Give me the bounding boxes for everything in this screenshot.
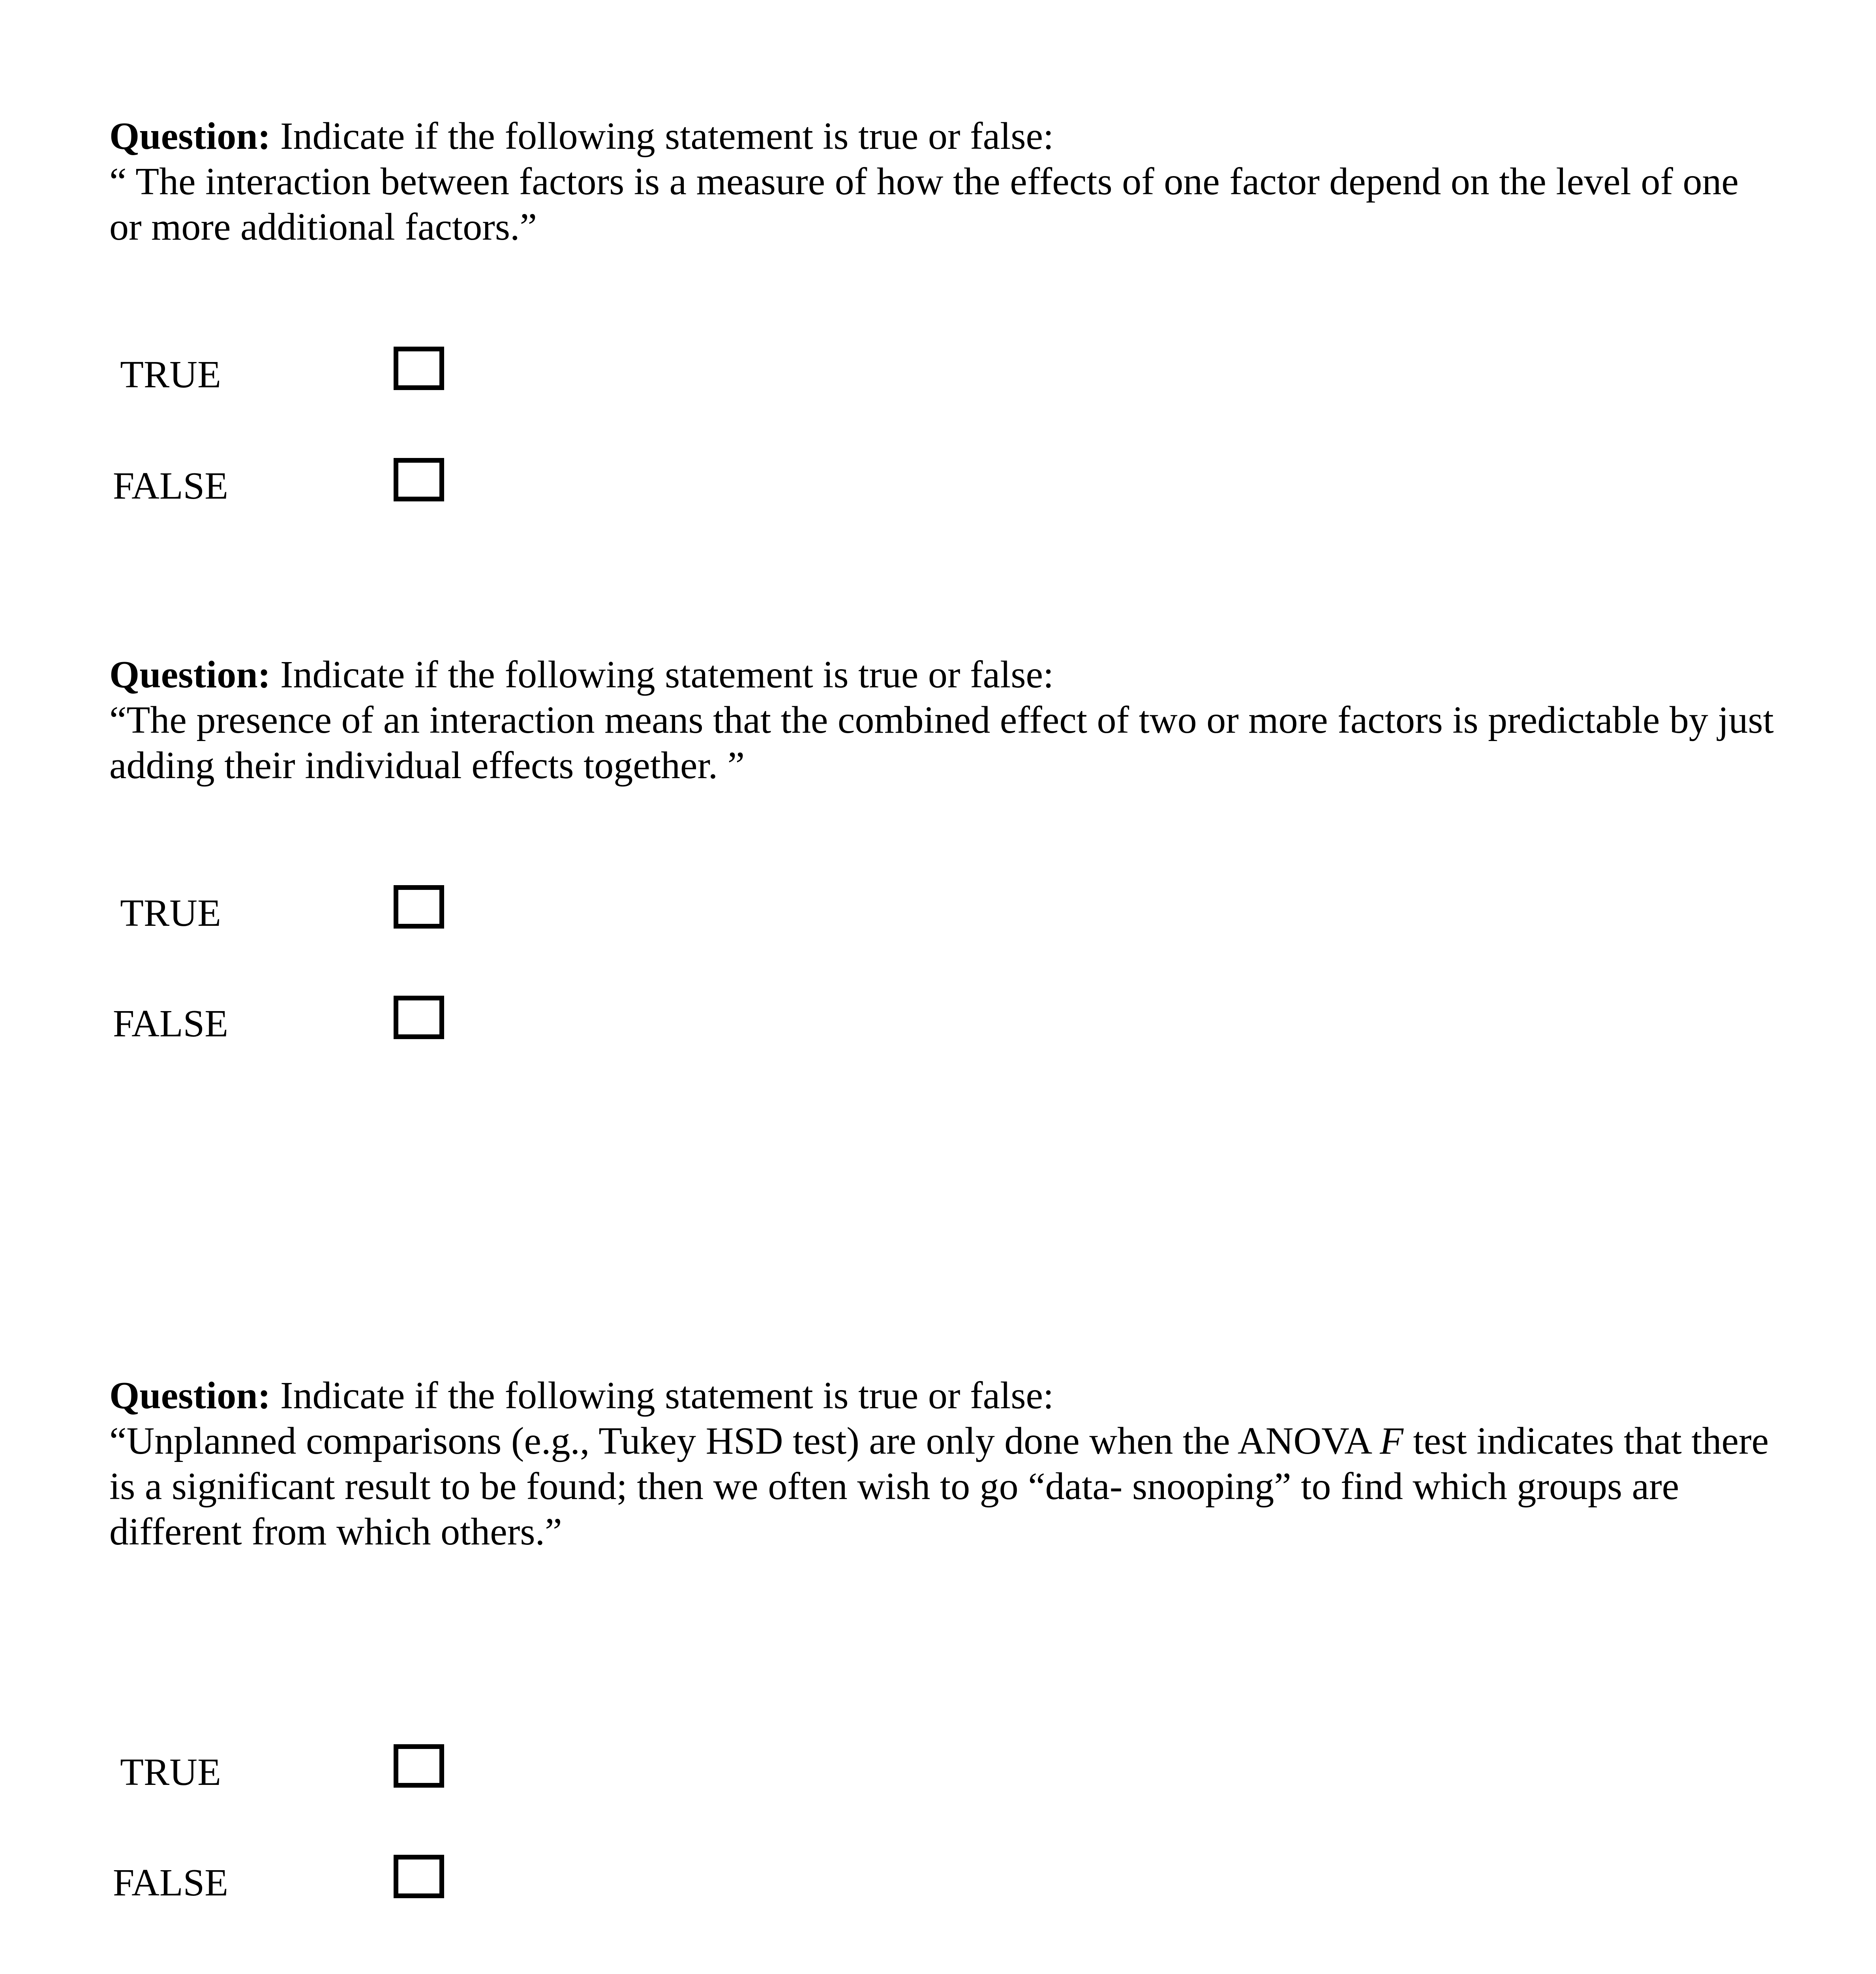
statement-text: “Unplanned comparisons (e.g., Tukey HSD test) are only done when the ANOVA [109, 1420, 1380, 1462]
question-1 [109, 114, 1779, 507]
option-false [109, 458, 504, 513]
false-checkbox[interactable] [394, 1855, 444, 1898]
question-prompt [109, 114, 1779, 159]
option-false [109, 1855, 504, 1910]
question-statement: “The presence of an interaction means that the combined effect of two or more factors is predictable by just adding their individual effects together. ” [109, 699, 1774, 787]
statement-italic-f: F [1380, 1420, 1404, 1462]
question-label: Question: [109, 653, 271, 696]
question-prompt [109, 652, 1779, 698]
option-false [109, 996, 504, 1051]
question-instruction: Indicate if the following statement is true or false: [270, 653, 1054, 696]
option-true [109, 347, 504, 402]
option-true [109, 885, 504, 940]
statement-text: test indicates that there is a significant result to be found; then we often wish to go “data- snooping” to find which groups are different from which others.” [109, 1420, 1769, 1553]
question-instruction: Indicate if the following statement is true or false: [270, 115, 1054, 158]
option-label: FALSE [113, 1002, 229, 1045]
option-label: TRUE [120, 892, 221, 934]
option-true [109, 1744, 504, 1799]
option-label: TRUE [120, 353, 221, 396]
false-checkbox[interactable] [394, 458, 444, 501]
false-checkbox[interactable] [394, 996, 444, 1039]
true-checkbox[interactable] [394, 885, 444, 929]
true-checkbox[interactable] [394, 1744, 444, 1788]
question-prompt [109, 1373, 1779, 1419]
option-label: FALSE [113, 1861, 229, 1904]
question-label: Question: [109, 1374, 271, 1417]
question-statement: “ The interaction between factors is a measure of how the effects of one factor depend on the level of one or more additional factors.” [109, 160, 1739, 248]
question-instruction: Indicate if the following statement is true or false: [270, 1374, 1054, 1417]
question-label: Question: [109, 115, 271, 158]
question-statement [109, 1419, 1779, 1555]
question-3 [109, 1373, 1779, 1904]
true-checkbox[interactable] [394, 347, 444, 390]
option-label: TRUE [120, 1751, 221, 1794]
question-2 [109, 652, 1779, 1045]
option-label: FALSE [113, 465, 229, 507]
